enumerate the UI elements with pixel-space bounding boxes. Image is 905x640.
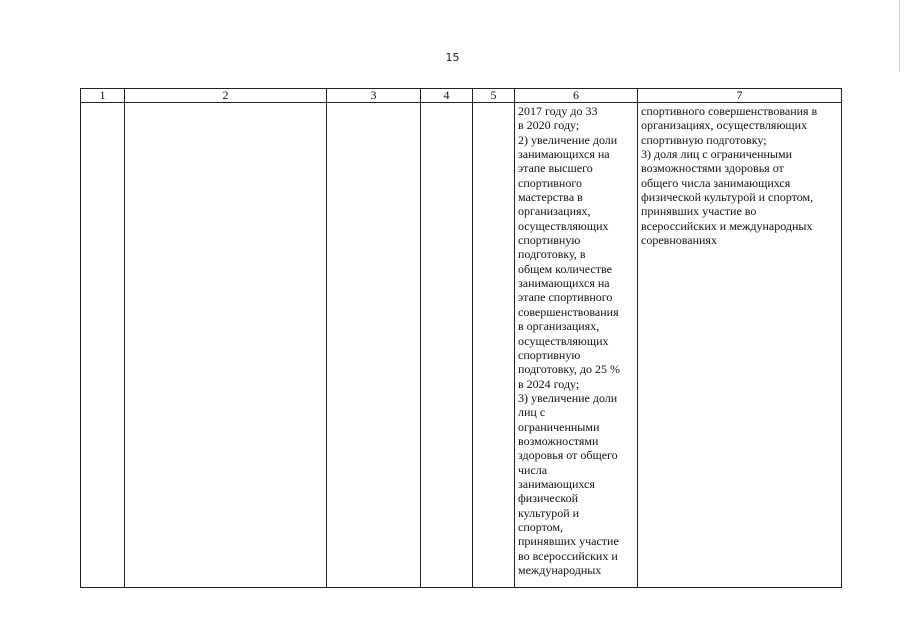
cell-text-line: принявших участие во [641, 204, 757, 219]
cell-text-line: спортивную [518, 233, 581, 248]
table-cell-col2 [125, 103, 327, 588]
cell-text-line: физической [518, 491, 578, 506]
table-cell-col6 [515, 103, 638, 588]
cell-text-line: во всероссийских и [518, 548, 618, 563]
header-row [81, 89, 842, 103]
page-number: 15 [445, 51, 460, 64]
cell-text-line: подготовку, в [518, 247, 586, 262]
cell-text-line: подготовку, до 25 % [518, 362, 620, 377]
cell-text-line: организациях, осуществляющих [641, 118, 808, 133]
cell-text-line: этапе высшего [518, 161, 593, 176]
cell-text-line: спортивного совершенствования в [641, 104, 818, 118]
cell-text-line: ограниченными [518, 419, 600, 434]
table-cell-col7 [638, 103, 842, 588]
column-header-5: 5 [473, 89, 515, 103]
cell-text-line: организациях, [518, 204, 591, 219]
page-edge-line [899, 0, 900, 72]
cell-text-line: физической культурой и спортом, [641, 190, 814, 205]
cell-text-line: в 2020 году; [518, 118, 580, 133]
data-table [80, 88, 842, 588]
cell-text-line: общем количестве [518, 261, 612, 276]
table-cell-col5 [473, 103, 515, 588]
cell-text-line: 3) доля лиц с ограниченными [641, 147, 792, 162]
cell-text-line: этапе спортивного [518, 290, 613, 305]
cell-text-line: осуществляющих [518, 333, 609, 348]
cell-text-line: лиц с [518, 405, 546, 420]
cell-text-line: возможностями здоровья от [641, 161, 784, 176]
cell-text-line: в организациях, [518, 319, 600, 334]
cell-text-col6 [515, 103, 637, 577]
cell-text-line: числа [518, 462, 548, 477]
cell-text-line: международных [518, 563, 602, 577]
cell-text-line: занимающихся [518, 476, 595, 491]
cell-text-line: осуществляющих [518, 218, 609, 233]
cell-text-line: 2) увеличение доли [518, 132, 618, 147]
table-cell-col4 [421, 103, 473, 588]
cell-text-line: мастерства в [518, 190, 583, 205]
column-header-4: 4 [421, 89, 473, 103]
cell-text-line: общего числа занимающихся [641, 175, 791, 190]
cell-text-line: спортивную подготовку; [641, 132, 767, 147]
cell-text-line: в 2024 году; [518, 376, 580, 391]
cell-text-line: культурой и [518, 505, 580, 520]
table-cell-col3 [327, 103, 421, 588]
column-header-7: 7 [638, 89, 842, 103]
cell-text-col7 [638, 103, 841, 247]
column-header-3: 3 [327, 89, 421, 103]
cell-text-line: здоровья от общего [518, 448, 618, 463]
column-header-2: 2 [125, 89, 327, 103]
column-header-1: 1 [81, 89, 125, 103]
cell-text-line: 3) увеличение доли [518, 390, 618, 405]
cell-text-line: 2017 году до 33 [518, 104, 598, 118]
cell-text-line: совершенствования [518, 304, 619, 319]
cell-text-line: всероссийских и международных [641, 218, 813, 233]
cell-text-line: занимающихся на [518, 276, 610, 291]
cell-text-line: возможностями [518, 433, 599, 448]
cell-text-line: спортивную [518, 347, 581, 362]
table-row [81, 103, 842, 588]
cell-text-line: соревнованиях [641, 233, 717, 248]
table-cell-col1 [81, 103, 125, 588]
cell-text-line: занимающихся на [518, 147, 610, 162]
cell-text-line: спортом, [518, 519, 564, 534]
column-header-6: 6 [515, 89, 638, 103]
cell-text-line: спортивного [518, 175, 582, 190]
cell-text-line: принявших участие [518, 534, 619, 549]
